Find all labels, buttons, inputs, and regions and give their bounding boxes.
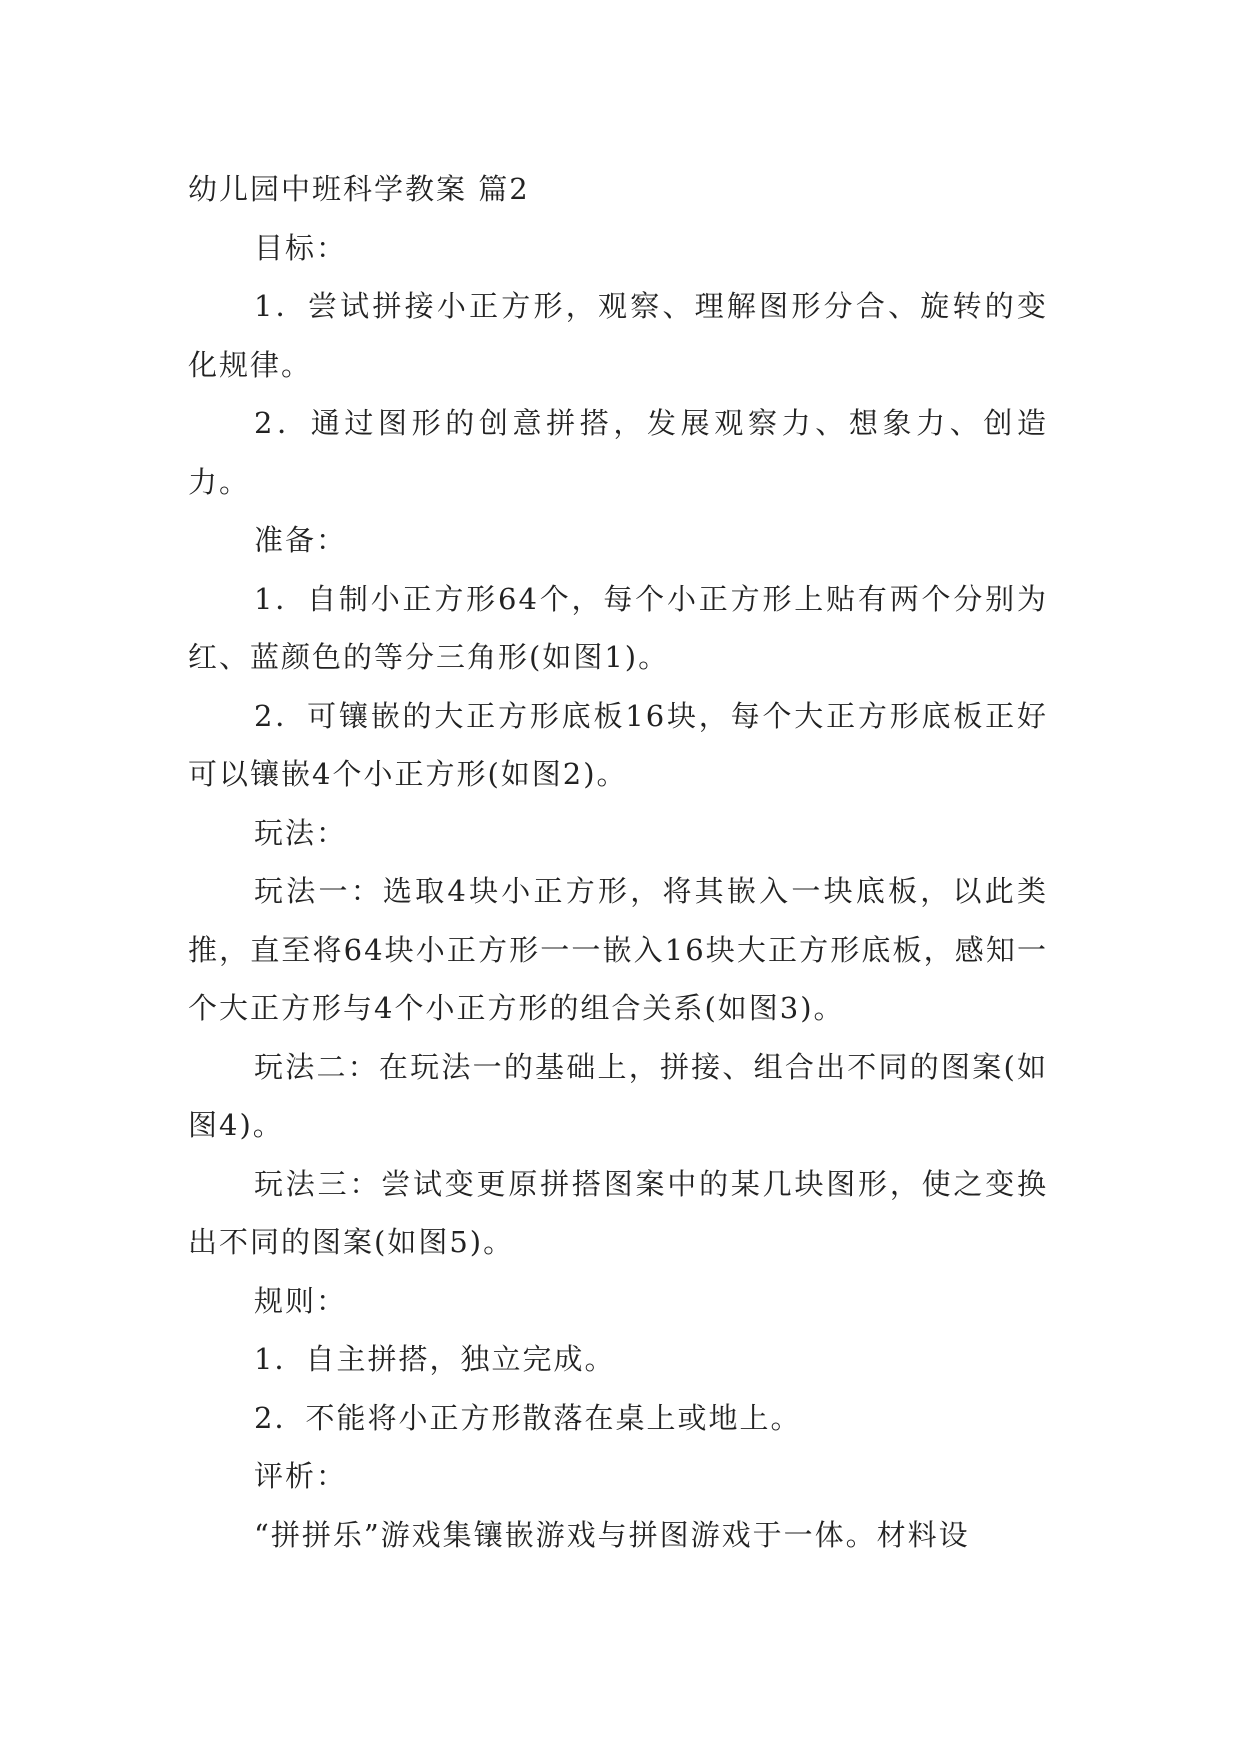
- analysis-paragraph: “拼拼乐”游戏集镶嵌游戏与拼图游戏于一体。材料设: [254, 1517, 970, 1552]
- section-heading-play: 玩法：: [254, 815, 348, 850]
- section-heading-preparation: 准备：: [254, 523, 348, 557]
- preparation-item-1: 1．自制小正方形64个，每个小正方形上贴有两个分别为红、蓝颜色的等分三角形(如图1)。: [188, 581, 1048, 674]
- document-body: [188, 160, 1048, 1564]
- goal-item-2: 2．通过图形的创意拼搭，发展观察力、想象力、创造力。: [188, 406, 1048, 499]
- play-method-3: 玩法三：尝试变更原拼搭图案中的某几块图形，使之变换出不同的图案(如图5)。: [188, 1166, 1048, 1259]
- play-method-2: 玩法二：在玩法一的基础上，拼接、组合出不同的图案(如图4)。: [188, 1049, 1048, 1142]
- preparation-item-2: 2．可镶嵌的大正方形底板16块，每个大正方形底板正好可以镶嵌4个小正方形(如图2)。: [188, 698, 1048, 791]
- document-title: 幼儿园中班科学教案 篇2: [188, 172, 530, 206]
- goal-item-1: 1．尝试拼接小正方形，观察、理解图形分合、旋转的变化规律。: [188, 289, 1048, 382]
- section-heading-rules: 规则：: [254, 1283, 348, 1318]
- rule-item-1: 1．自主拼搭，独立完成。: [254, 1342, 616, 1376]
- section-heading-analysis: 评析：: [254, 1459, 348, 1493]
- section-heading-goals: 目标：: [254, 230, 348, 265]
- play-method-1: 玩法一：选取4块小正方形，将其嵌入一块底板，以此类推，直至将64块小正方形一一嵌入16块大正方形底板，感知一个大正方形与4个小正方形的组合关系(如图3)。: [188, 874, 1048, 1025]
- rule-item-2: 2．不能将小正方形散落在桌上或地上。: [254, 1400, 802, 1435]
